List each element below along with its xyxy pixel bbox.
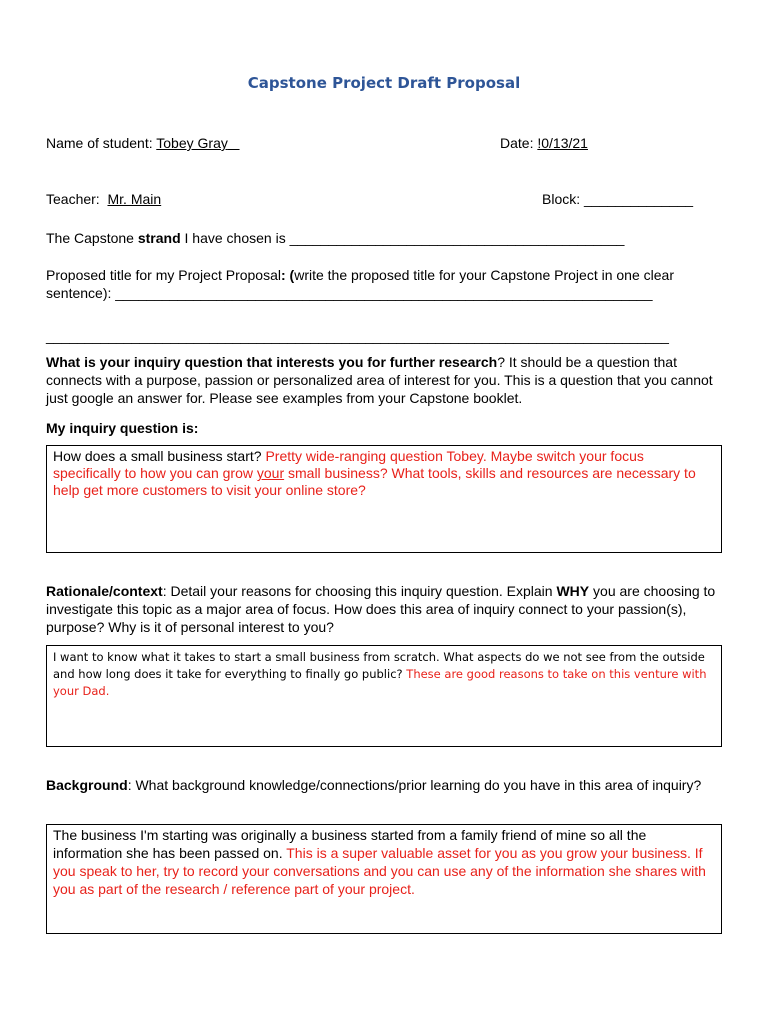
rationale-student-text: I want to know what it takes to start a small business from scratch. What aspects do we not see from the outside and how long does it take for everything to finally go public? bbox=[53, 650, 705, 681]
rationale-prompt-why: WHY bbox=[556, 583, 590, 599]
rationale-prompt-rest-1: : Detail your reasons for choosing this inquiry question. Explain bbox=[162, 583, 557, 599]
date-value: !0/13/21 bbox=[537, 135, 588, 151]
strand-text-after: I have chosen is ___________________________________________ bbox=[180, 230, 625, 246]
strand-bold: strand bbox=[137, 230, 181, 246]
inquiry-label: My inquiry question is: bbox=[46, 420, 199, 436]
inquiry-prompt bbox=[46, 353, 726, 407]
background-prompt bbox=[46, 776, 701, 794]
strand-row bbox=[46, 229, 624, 247]
proposed-title-line: sentence): _____________________________________________________________________ bbox=[46, 285, 653, 301]
background-box[interactable] bbox=[46, 824, 722, 934]
proposed-title-colon: : ( bbox=[281, 267, 295, 283]
rationale-prompt bbox=[46, 582, 726, 636]
strand-text-before: The Capstone bbox=[46, 230, 138, 246]
page-title: Capstone Project Draft Proposal bbox=[247, 74, 521, 92]
inquiry-teacher-comment-end: small business? What tools, skills and resources are necessary to help get more customers to visit your online store? bbox=[53, 465, 696, 498]
date-label: Date: bbox=[500, 135, 534, 151]
background-student-text: The business I'm starting was originally a business started from a family friend of mine so all the information she has been passed on. bbox=[53, 827, 647, 861]
proposed-title-label: Proposed title for my Project Proposal bbox=[46, 267, 281, 283]
rationale-teacher-comment: These are good reasons to take on this venture with your Dad. bbox=[53, 667, 707, 698]
rationale-prompt-bold: Rationale/context bbox=[46, 583, 163, 599]
block-blank: ______________ bbox=[584, 191, 694, 207]
date-row bbox=[500, 134, 588, 152]
rationale-prompt-rest-2: you are choosing to investigate this topic as a major area of focus. How does this area of inquiry connect to your passion(s), purpose? Why is it of personal interest to you? bbox=[46, 583, 716, 635]
rationale-box[interactable] bbox=[46, 645, 722, 747]
inquiry-prompt-rest: ? It should be a question that connects with a purpose, passion or personalized area of interest for you. This is a question that you cannot just google an answer for. Please see examples from your Capstone booklet. bbox=[46, 354, 713, 406]
student-name-value: Tobey Gray bbox=[156, 135, 228, 151]
proposed-title-prompt bbox=[46, 266, 726, 302]
block-row bbox=[542, 190, 693, 208]
inquiry-question-box[interactable] bbox=[46, 445, 722, 553]
background-prompt-rest: : What background knowledge/connections/prior learning do you have in this area of inquiry? bbox=[127, 777, 702, 793]
student-name-label: Name of student: bbox=[46, 135, 153, 151]
teacher-label: Teacher: bbox=[46, 191, 100, 207]
background-prompt-bold: Background bbox=[46, 777, 128, 793]
teacher-value: Mr. Main bbox=[107, 191, 162, 207]
inquiry-teacher-underlined: your bbox=[256, 465, 285, 481]
inquiry-prompt-bold: What is your inquiry question that interests you for further research bbox=[46, 354, 498, 370]
student-name-row bbox=[46, 134, 240, 152]
teacher-row bbox=[46, 190, 161, 208]
inquiry-student-text: How does a small business start? bbox=[53, 448, 266, 464]
background-teacher-comment: This is a super valuable asset for you as you grow your business. If you speak to her, try to record your conversations and you can use any of the information she shares with you as part of the research / reference part of your project. bbox=[53, 845, 706, 897]
inquiry-teacher-comment: Pretty wide-ranging question Tobey. Maybe switch your focus specifically to how you can grow bbox=[53, 448, 644, 481]
proposed-title-instruction: write the proposed title for your Capstone Project in one clear bbox=[294, 267, 674, 283]
block-label: Block: bbox=[542, 191, 581, 207]
proposed-title-line-2: ________________________________________________________________________________ bbox=[46, 328, 669, 344]
